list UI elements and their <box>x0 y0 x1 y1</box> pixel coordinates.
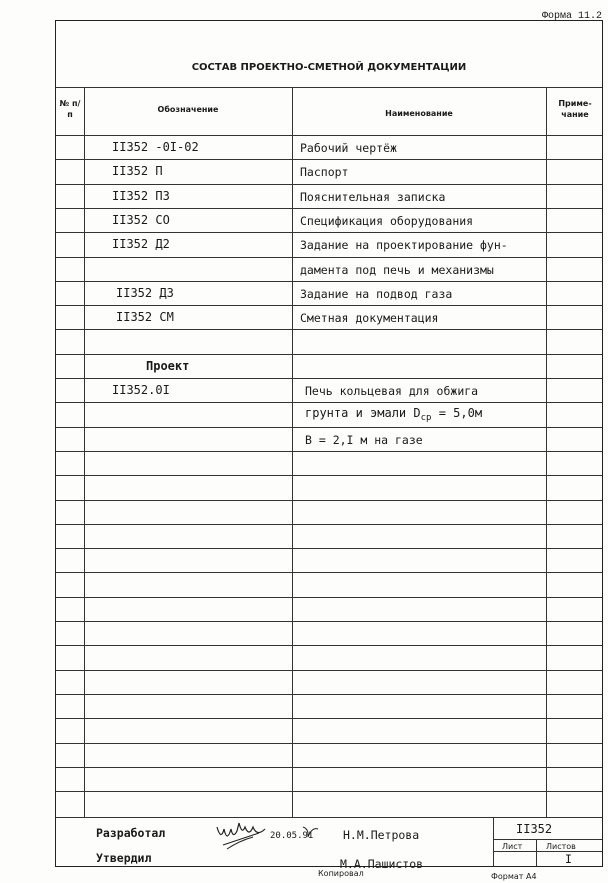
row-name: Рабочий чертёж <box>300 141 397 155</box>
col-line-2 <box>292 87 293 817</box>
row-line <box>56 159 602 160</box>
sheets-label: Листов <box>546 842 576 851</box>
doc-code: II352 <box>516 822 553 836</box>
row-line <box>56 548 602 549</box>
row-name: Задание на подвод газа <box>300 286 453 301</box>
row-line <box>56 232 602 233</box>
row-name: Паспорт <box>300 165 349 180</box>
developer-name: Н.М.Петрова <box>343 828 420 842</box>
row-designation: II352.0I <box>112 383 170 397</box>
col-line-3 <box>546 87 547 817</box>
approved-label: Утвердил <box>96 851 152 865</box>
row-line <box>56 305 602 306</box>
signature-mark <box>300 823 324 843</box>
row-line <box>56 475 602 476</box>
row-name: Задание на проектирование фун- <box>300 238 508 253</box>
form-label: Форма 11.2 <box>541 11 602 22</box>
row-line <box>56 645 602 646</box>
row-line <box>56 621 602 622</box>
row-designation: II352 ПЗ <box>112 188 170 203</box>
formula-prefix: грунта и эмали <box>305 406 407 420</box>
formula-value: = 5,0м <box>438 406 483 420</box>
header-designation: Обозначение <box>157 105 219 114</box>
document-title: СОСТАВ ПРОЕКТНО-СМЕТНОЙ ДОКУМЕНТАЦИИ <box>191 62 467 73</box>
row-line <box>56 208 602 209</box>
row-line <box>56 718 602 719</box>
row-line <box>56 791 602 792</box>
row-name: Спецификация оборудования <box>300 213 474 228</box>
title-separator <box>56 87 602 88</box>
row-line <box>56 329 602 330</box>
row-line <box>56 767 602 768</box>
row-name: Сметная документация <box>300 311 439 326</box>
row-designation: II352 СО <box>112 212 170 227</box>
row-line <box>56 500 602 501</box>
copied-label: Копировал <box>318 869 364 878</box>
developed-label: Разработал <box>96 826 166 840</box>
row-designation: II352 -0I-02 <box>112 140 199 154</box>
footer-col-a <box>493 817 494 866</box>
row-line <box>56 597 602 598</box>
row-line <box>56 572 602 573</box>
row-line <box>56 427 602 428</box>
col-line-1 <box>84 87 85 817</box>
formula-row <box>305 406 482 423</box>
sheet-label: Лист <box>502 842 523 851</box>
formula-sub: ср <box>420 413 432 423</box>
row-line <box>56 402 602 403</box>
header-num: № п/п <box>59 99 81 119</box>
row-name: В = 2,I м на газе <box>305 432 423 447</box>
row-line <box>56 743 602 744</box>
row-designation: II352 Д2 <box>112 237 170 252</box>
row-line <box>56 257 602 258</box>
header-name: Наименование <box>385 109 453 118</box>
row-line <box>56 451 602 452</box>
row-line <box>56 184 602 185</box>
date: 20.05.91 <box>270 831 314 841</box>
footer-h-2 <box>493 851 602 852</box>
approver-name: М.А.Пашистов <box>340 857 424 871</box>
formula-d: D <box>413 406 421 420</box>
row-designation: II352 П <box>112 164 163 179</box>
row-name: Печь кольцевая для обжига <box>305 384 479 398</box>
row-line <box>56 670 602 671</box>
sheets-count: I <box>565 852 572 866</box>
format-label: Формат А4 <box>491 872 537 881</box>
row-line <box>56 524 602 525</box>
footer-h-1 <box>493 839 602 840</box>
row-designation: II352 СМ <box>116 310 174 325</box>
header-note: Приме- чание <box>558 99 592 119</box>
row-designation: Проект <box>146 358 190 373</box>
row-name: Пояснительная записка <box>300 189 446 204</box>
row-line <box>56 354 602 355</box>
row-line <box>56 281 602 282</box>
row-line <box>56 378 602 379</box>
footer-col-b <box>536 839 537 866</box>
row-name: дамента под печь и механизмы <box>300 262 494 277</box>
header-separator <box>56 135 602 136</box>
footer-separator <box>56 817 602 818</box>
row-designation: II352 ДЗ <box>116 285 174 300</box>
developer-signature <box>213 815 273 855</box>
row-line <box>56 694 602 695</box>
